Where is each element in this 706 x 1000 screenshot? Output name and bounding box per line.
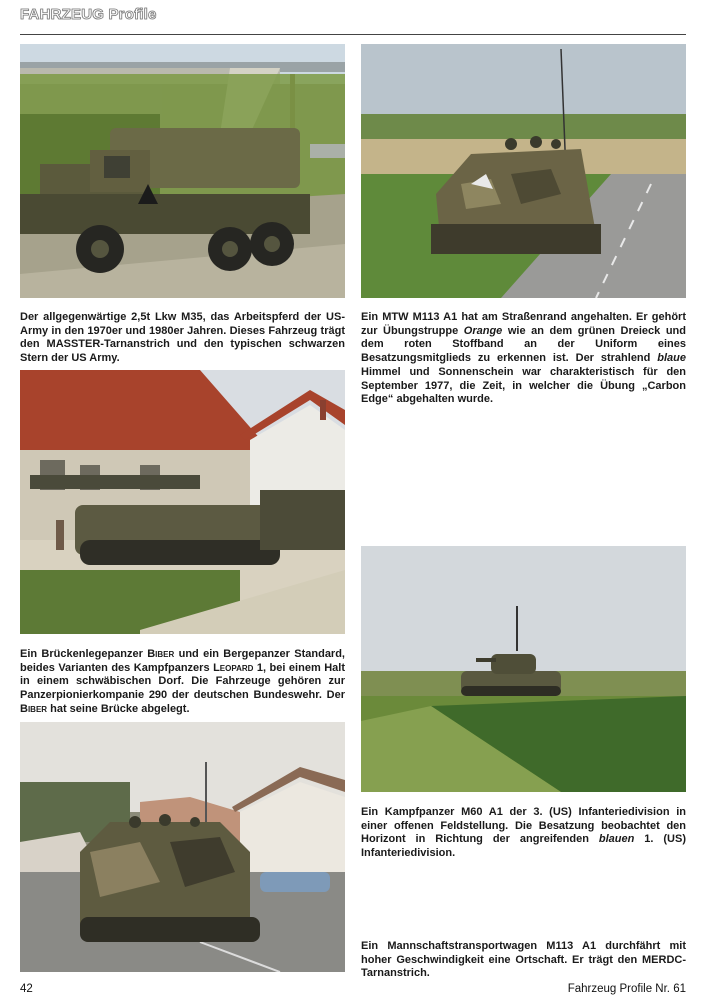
caption-m60-italic-blauen: blauen (598, 833, 635, 846)
photo-m113-roadside (361, 44, 686, 298)
caption-m60-text: 1. (US) Infanteriedivision. (361, 833, 686, 860)
header-rule (20, 34, 686, 35)
caption-m113-roadside-text: wie an dem grünen Dreieck und dem roten Stoffband an der Uniform eines Besatzungsmitglieds zu erkennen ist. Der strahlend (361, 324, 686, 365)
caption-m60 (361, 806, 686, 861)
caption-biber-text: 1, bei einem Halt in einem schwäbischen Dorf. Die Fahrzeuge gehören zur Panzerpionierkompanie 290 der deutschen Bundeswehr. Der (20, 661, 345, 702)
caption-biber (20, 648, 345, 717)
footer-series: Fahrzeug Profile Nr. 61 (567, 983, 686, 995)
caption-biber-smallcaps-leopard: Leopard (213, 661, 254, 674)
photo-m113-village (20, 722, 345, 972)
caption-biber-smallcaps-biber: Biber (147, 648, 175, 660)
page-header-title: FAHRZEUG Profile (20, 6, 157, 23)
caption-m113-roadside (361, 311, 686, 407)
photo-biber-village (20, 370, 345, 634)
caption-m113-roadside-text: Ein MTW M113 A1 hat am Straßenrand angehalten. Er gehört zur Übungstruppe (361, 311, 686, 337)
photo-m60-field (361, 546, 686, 792)
caption-m113-roadside-italic-blaue: blaue (657, 352, 686, 365)
caption-biber-text: Ein Brückenlegepanzer (20, 648, 148, 660)
photo-m35-truck (20, 44, 345, 298)
page-number: 42 (20, 983, 33, 995)
caption-m60-text: Ein Kampfpanzer M60 A1 der 3. (US) Infanteriedivision in einer offenen Feldstellung. Die Besatzung beobachtet den Horizont in Richtung der angreifenden (361, 806, 686, 846)
caption-m113-roadside-italic-orange: Orange (463, 324, 503, 337)
caption-m113-roadside-text: Himmel und Sonnenschein war charakteristisch für den September 1977, die Zeit, in welcher die Übung „Carbon Edge“ abgehalten wurde. (361, 365, 686, 406)
caption-biber-text: hat seine Brücke abgelegt. (47, 702, 190, 715)
caption-biber-text: und ein Bergepanzer Standard, beides Varianten des Kampfpanzers (20, 648, 345, 674)
caption-m113-village: Ein Mannschaftstransportwagen M113 A1 durchfährt mit hoher Geschwindigkeit eine Ortschaft. Er trägt den MERDC-Tarnanstrich. (361, 940, 686, 980)
caption-biber-smallcaps-biber: Biber (20, 702, 48, 715)
caption-m35-truck: Der allgegenwärtige 2,5t Lkw M35, das Arbeitspferd der US-Army in den 1970er und 1980er Jahren. Dieses Fahrzeug trägt den MASSTER-Tarnanstrich und den typischen schwarzen Stern der US Army. (20, 311, 345, 365)
